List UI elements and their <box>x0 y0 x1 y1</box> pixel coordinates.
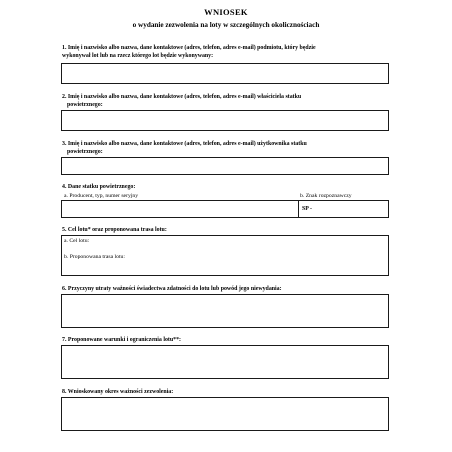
section-3-line-1: 3. Imię i nazwisko albo nazwa, dane kontaktowe (adres, telefon, adres e-mail) użytkownika statku <box>62 141 307 147</box>
section-2-line-1: 2. Imię i nazwisko albo nazwa, dane kontaktowe (adres, telefon, adres e-mail) właściciela statku <box>62 94 302 100</box>
section-4-label: 4. Dane statku powietrznego: <box>62 184 136 190</box>
producer-type-serial-field[interactable] <box>62 201 298 217</box>
section-7-label: 7. Proponowane warunki i ograniczenia lotu**: <box>62 337 182 343</box>
section-7-field[interactable] <box>61 345 389 379</box>
section-3-field[interactable] <box>61 157 389 175</box>
section-1-line-2: wykonywał lot lub na rzecz którego lot będzie wykonywany: <box>62 53 214 60</box>
section-3-label <box>62 140 392 157</box>
section-8-label: 8. Wnioskowany okres ważności zezwolenia: <box>62 389 174 395</box>
section-8-field[interactable] <box>61 397 389 431</box>
section-1-label <box>62 44 392 61</box>
section-2-line-2: powietrznego: <box>67 102 103 109</box>
section-6-label: 6. Przyczyny utraty ważności świadectwa zdatności do lotu lub powód jego niewydania: <box>62 286 282 292</box>
registration-field[interactable] <box>298 201 389 217</box>
section-1-line-1: 1. Imię i nazwisko albo nazwa, dane kontaktowe (adres, telefon, adres e-mail) podmiotu, który będzie <box>62 45 316 51</box>
section-5-field[interactable] <box>61 235 389 276</box>
flight-purpose-label: a. Cel lotu: <box>64 238 90 244</box>
section-4-table <box>61 200 389 218</box>
section-2-label <box>62 93 392 110</box>
section-1-field[interactable] <box>61 63 389 84</box>
section-5-label: 5. Cel lotu* oraz proponowana trasa lotu: <box>62 227 167 233</box>
registration-prefix: SP - <box>302 206 312 212</box>
section-4-col-b-label: b. Znak rozpoznawczy <box>300 193 352 199</box>
section-2-field[interactable] <box>61 110 389 131</box>
section-4-col-a-label: a. Producent, typ, numer seryjny <box>64 193 139 199</box>
form-subtitle: o wydanie zezwolenia na loty w szczególnych okolicznościach <box>132 21 320 29</box>
section-3-line-2: powietrznego: <box>67 149 103 156</box>
section-6-field[interactable] <box>61 294 389 328</box>
flight-route-label: b. Proponowana trasa lotu: <box>64 254 125 260</box>
form-title: WNIOSEK <box>204 7 248 17</box>
